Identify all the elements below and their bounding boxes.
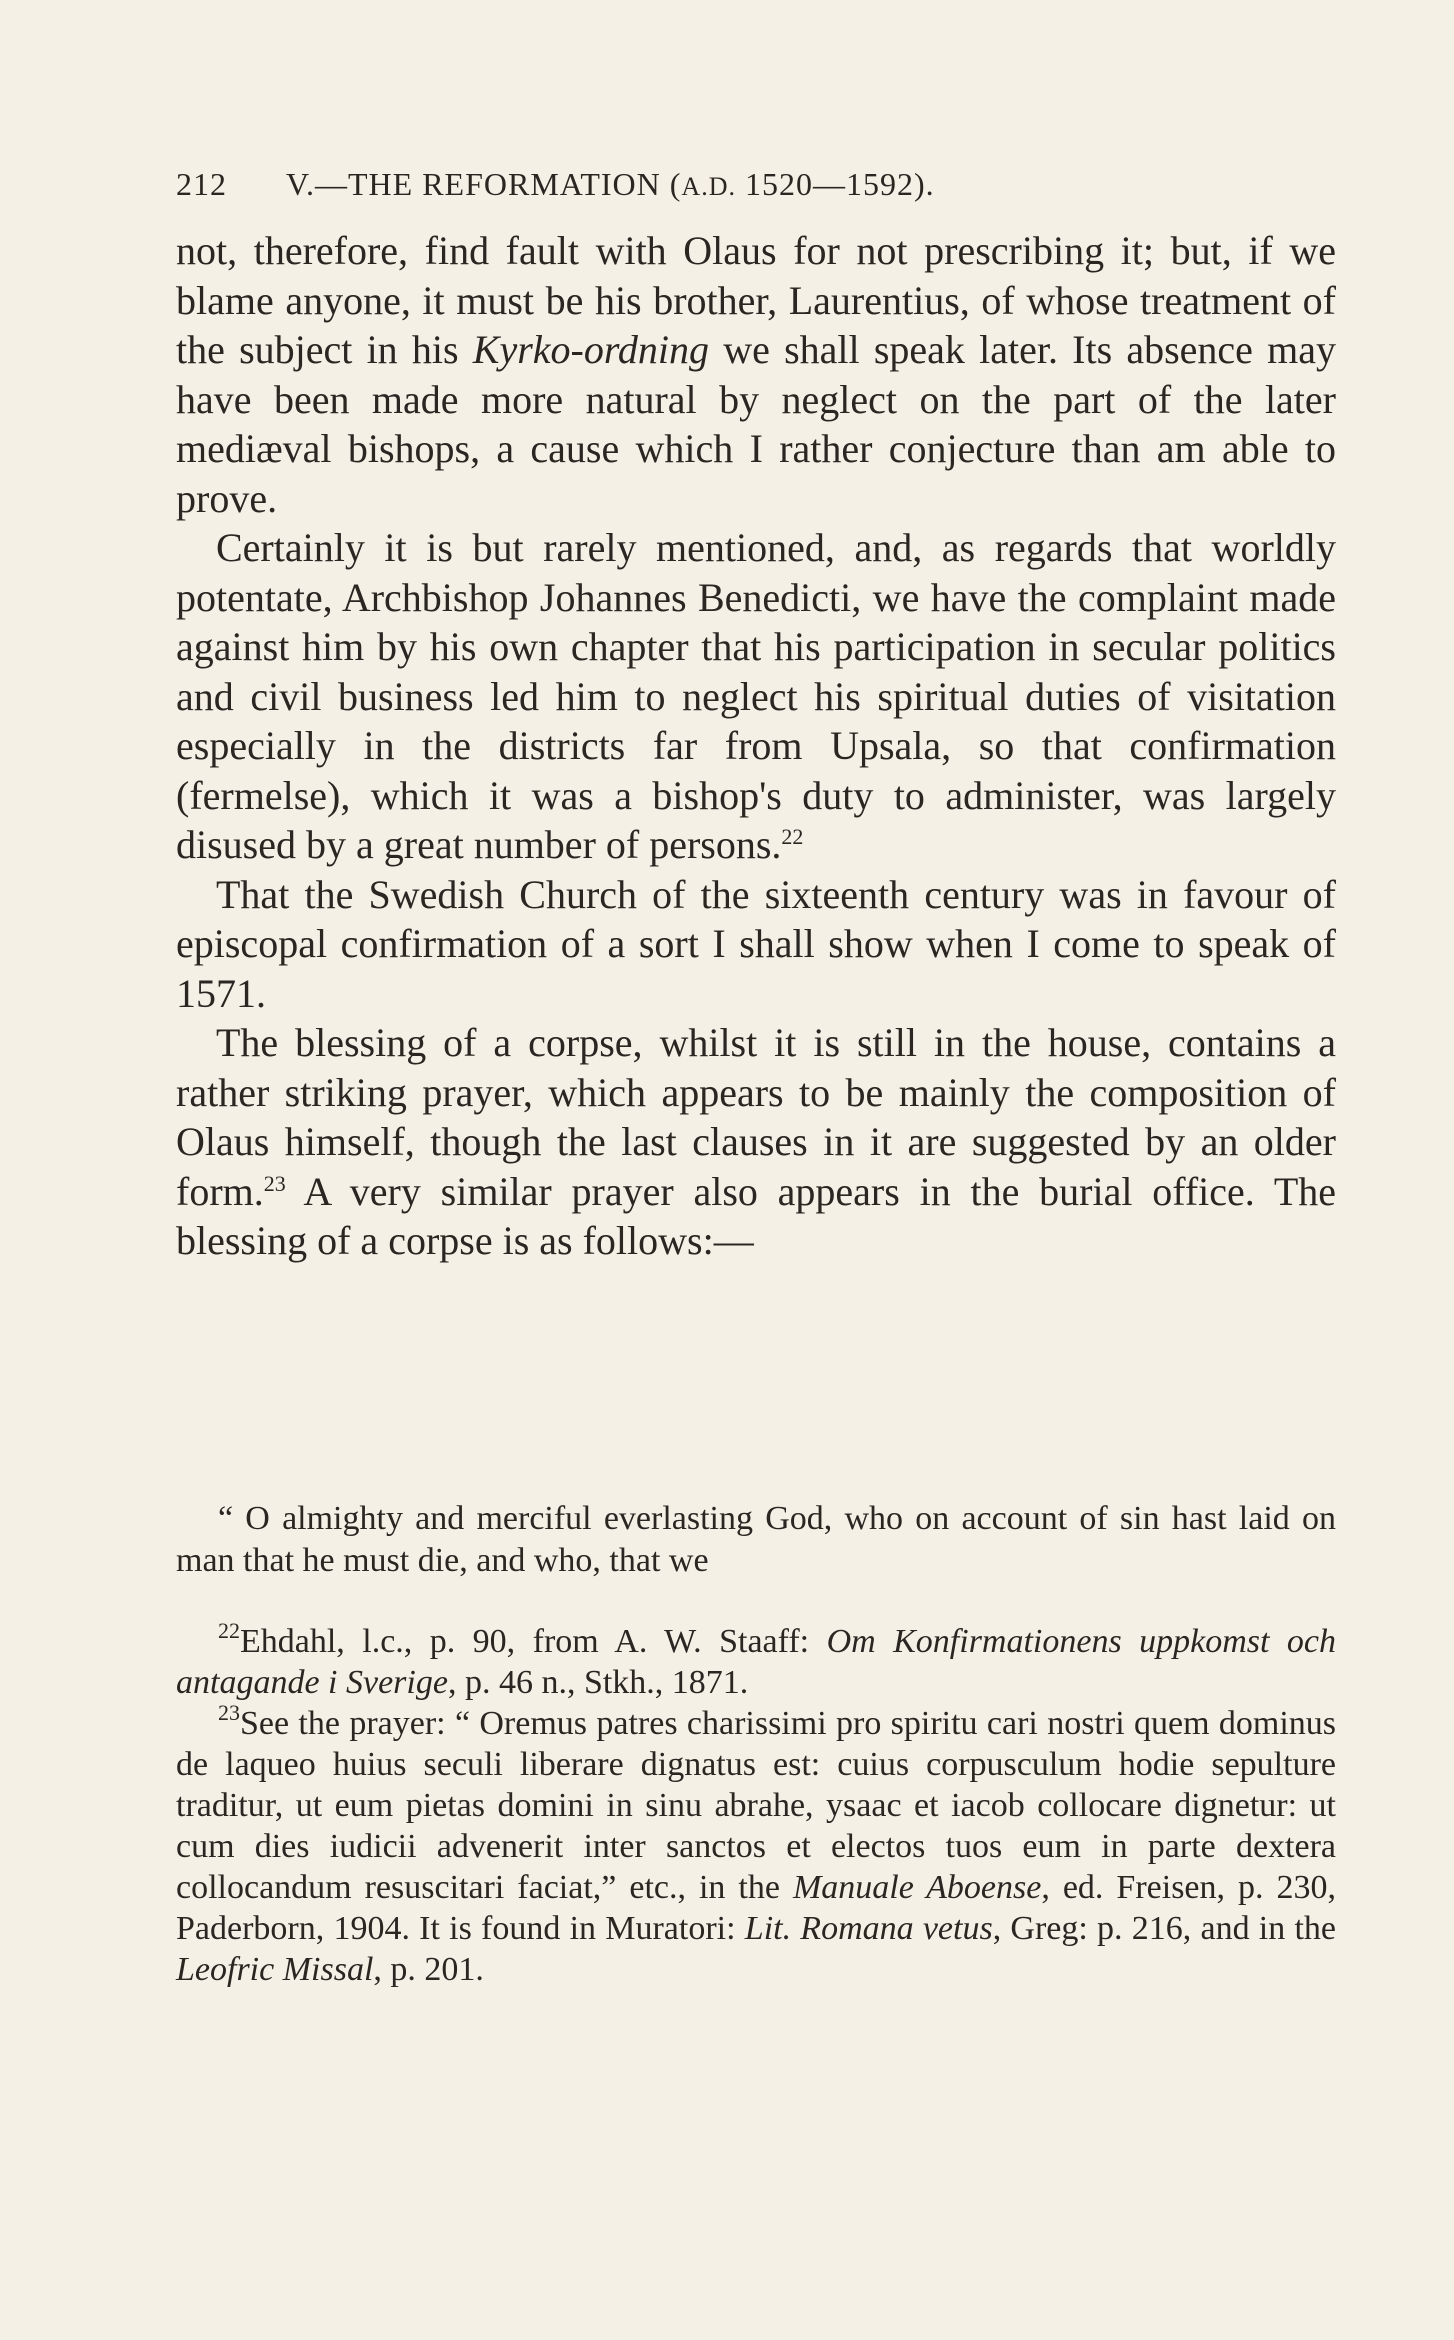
- footnotes: [176, 1618, 1336, 1990]
- page-number: 212: [176, 166, 227, 202]
- footnote-ref-23: 23: [263, 1170, 286, 1196]
- main-text: [176, 226, 1336, 1266]
- block-quote: [176, 1498, 1336, 1582]
- title-om-konfirmationens: Om Konfirmationens uppkomst och antagande i Sverige: [176, 1623, 1336, 1701]
- title-kyrko-ordning: Kyrko-ordning: [472, 327, 710, 372]
- paragraph-4: The blessing of a corpse, whilst it is still in the house, contains a rather striking prayer, which appears to be mainly the composition of Olaus himself, though the last clauses in it are suggested by an older form.$^{23}$ A very similar prayer also appears in the burial office. The blessing of a corpse is as follows:—: [176, 1020, 1336, 1263]
- title-lit-romana-vetus: Lit. Romana vetus: [744, 1910, 993, 1947]
- running-title: V.—THE REFORMATION (: [286, 166, 682, 202]
- title-leofric-missal: Leofric Missal: [176, 1951, 374, 1988]
- paragraph-3: That the Swedish Church of the sixteenth century was in favour of episcopal confirmation of a sort I shall show when I come to speak of 1571.: [176, 871, 1336, 1016]
- title-manuale-aboense: Manuale Aboense: [792, 1869, 1042, 1906]
- quote-text: “ O almighty and merciful everlasting God, who on account of sin hast laid on man that he must die, and who, that we: [176, 1500, 1336, 1579]
- footnote-23: $^{23}$See the prayer: “ Oremus patres charissimi pro spiritu cari nostri quem dominus de laqueo huius seculi liberare dignatus est: cuius corpusculum hodie sepulture traditur, ut eum pietas domini in sinu abrahe, ysaac et iacob collocare dignetur: ut cum dies iudicii advenerit inter sanctos et electos tuos eum in parte dextera collocandum resuscitari faciat,” etc., in the Manuale Aboense, ed. Freisen, p. 230, Paderborn, 1904. It is found in Muratori: Lit. Romana vetus, Greg: p. 216, and in the Leofric Missal, p. 201.: [176, 1700, 1336, 1988]
- footnote-22: $^{22}$Ehdahl, l.c., p. 90, from A. W. Staaff: Om Konfirmationens uppkomst och antagande i Sverige, p. 46 n., Stkh., 1871.: [176, 1618, 1336, 1701]
- footnote-number: 22: [218, 1618, 240, 1643]
- footnote-number: 23: [218, 1700, 240, 1725]
- footnote-ref-22: 22: [781, 824, 804, 849]
- era-abbrev: A.D.: [681, 172, 736, 201]
- paragraph-2: Certainly it is but rarely mentioned, and, as regards that worldly potentate, Archbishop Johannes Benedicti, we have the complaint made against him by his own chapter that his participation in secular politics and civil business led him to neglect his spiritual duties of visitation especially in the districts far from Upsala, so that confirmation (fermelse), which it was a bishop's duty to administer, was largely disused by a great number of persons.$^{22}$: [176, 525, 1336, 867]
- running-header: [176, 166, 1332, 203]
- paragraph-1: not, therefore, find fault with Olaus for not prescribing it; but, if we blame anyone, it must be his brother, Laurentius, of whose treatment of the subject in his Kyrko-ordning we shall speak later. Its absence may have been made more natural by neglect on the part of the later mediæval bishops, a cause which I rather conjecture than am able to prove.: [176, 228, 1336, 521]
- running-dates: 1520—1592).: [735, 166, 935, 202]
